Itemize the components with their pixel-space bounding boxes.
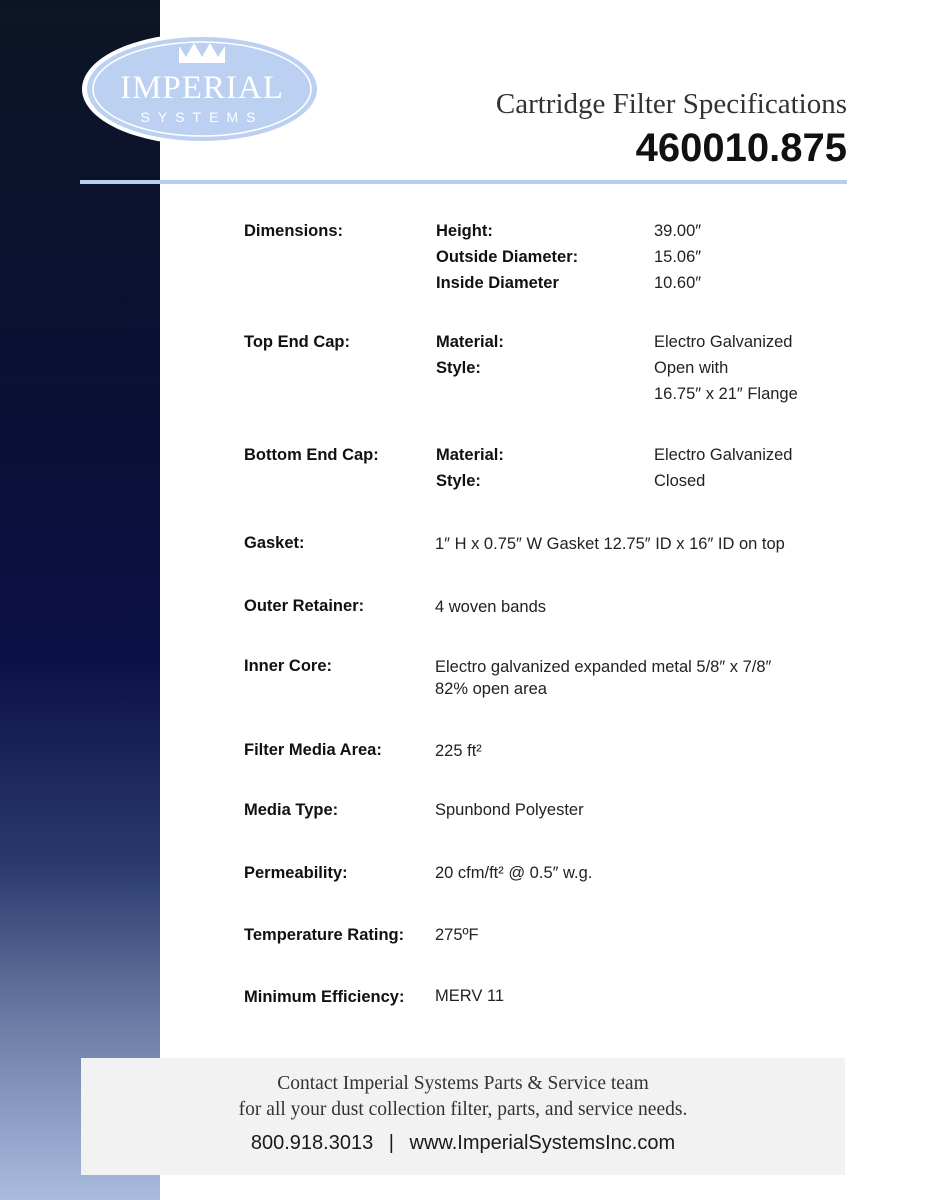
spec-value-media-type: Spunbond Polyester bbox=[435, 801, 584, 819]
spec-value-height: 39.00″ bbox=[654, 222, 702, 240]
spec-value-permeability: 20 cfm/ft² @ 0.5″ w.g. bbox=[435, 864, 593, 882]
spec-value-filter-media-area: 225 ft² bbox=[435, 742, 482, 760]
spec-value-top-style-flange: 16.75″ x 21″ Flange bbox=[654, 385, 798, 403]
spec-value-inside-diameter: 10.60″ bbox=[654, 274, 702, 292]
spec-key-bottom-style: Style: bbox=[436, 472, 481, 490]
part-number: 460010.875 bbox=[635, 126, 847, 170]
spec-value-bottom-material: Electro Galvanized bbox=[654, 446, 793, 464]
spec-label-permeability: Permeability: bbox=[244, 864, 348, 882]
footer-website-link[interactable]: www.ImperialSystemsInc.com bbox=[409, 1132, 676, 1154]
spec-value-inner-core: Electro galvanized expanded metal 5/8″ x 7/8″ bbox=[435, 658, 772, 676]
spec-label-media-type: Media Type: bbox=[244, 801, 339, 819]
spec-value-inner-core-open-area: 82% open area bbox=[435, 680, 547, 698]
contact-footer bbox=[81, 1058, 845, 1175]
spec-label-temperature-rating: Temperature Rating: bbox=[244, 926, 405, 944]
spec-label-inner-core: Inner Core: bbox=[244, 657, 333, 675]
spec-key-height: Height: bbox=[436, 222, 493, 240]
logo-wordmark: IMPERIAL bbox=[120, 70, 284, 106]
footer-contact-row bbox=[81, 1132, 845, 1155]
spec-label-filter-media-area: Filter Media Area: bbox=[244, 741, 382, 759]
footer-separator: | bbox=[388, 1132, 394, 1154]
spec-value-top-material: Electro Galvanized bbox=[654, 333, 793, 351]
spec-label-bottom-end-cap: Bottom End Cap: bbox=[244, 446, 379, 464]
spec-label-gasket: Gasket: bbox=[244, 534, 305, 552]
spec-label-outer-retainer: Outer Retainer: bbox=[244, 597, 365, 615]
document-title: Cartridge Filter Specifications bbox=[495, 88, 847, 120]
spec-value-minimum-efficiency: MERV 11 bbox=[435, 987, 505, 1005]
footer-line-2: for all your dust collection filter, parts, and service needs. bbox=[238, 1099, 688, 1120]
spec-value-temperature-rating: 275ºF bbox=[435, 926, 479, 944]
spec-value-top-style: Open with bbox=[654, 359, 729, 377]
spec-value-outer-retainer: 4 woven bands bbox=[435, 598, 546, 616]
spec-value-gasket: 1″ H x 0.75″ W Gasket 12.75″ ID x 16″ ID on top bbox=[435, 535, 785, 553]
spec-key-bottom-material: Material: bbox=[436, 446, 504, 464]
spec-label-top-end-cap: Top End Cap: bbox=[244, 333, 351, 351]
footer-line-1: Contact Imperial Systems Parts & Service team bbox=[277, 1073, 649, 1094]
footer-phone[interactable]: 800.918.3013 bbox=[250, 1132, 374, 1154]
spec-key-inside-diameter: Inside Diameter bbox=[436, 274, 559, 292]
spec-value-outside-diameter: 15.06″ bbox=[654, 248, 702, 266]
spec-label-dimensions: Dimensions: bbox=[244, 222, 344, 240]
spec-label-minimum-efficiency: Minimum Efficiency: bbox=[244, 988, 405, 1006]
logo-subtitle: SYSTEMS bbox=[140, 109, 264, 125]
spec-key-outside-diameter: Outside Diameter: bbox=[436, 248, 579, 266]
spec-value-bottom-style: Closed bbox=[654, 472, 706, 490]
spec-key-top-style: Style: bbox=[436, 359, 481, 377]
spec-key-top-material: Material: bbox=[436, 333, 504, 351]
